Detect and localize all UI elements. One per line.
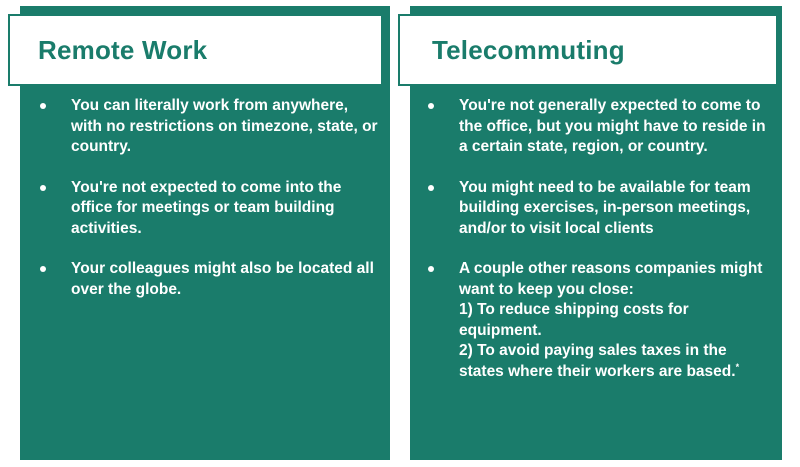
list-item xyxy=(428,259,773,382)
list-item xyxy=(428,96,773,158)
bullet-dot-icon xyxy=(428,185,434,191)
footnote-mark: * xyxy=(735,361,740,372)
telecommuting-title-box xyxy=(398,14,778,86)
bullet-dot-icon xyxy=(428,266,434,272)
bullet-dot-icon xyxy=(428,103,434,109)
list-item xyxy=(40,96,380,158)
bullet-text: You're not expected to come into the office for meetings or team building activities. xyxy=(71,178,342,237)
bullet-dot-icon xyxy=(40,185,46,191)
bullet-text: You're not generally expected to come to the office, but you might have to reside in a certain state, region, or country. xyxy=(459,97,766,155)
list-item xyxy=(428,178,773,240)
bullet-text-content: A couple other reasons companies might want to keep you close: 1) To reduce shipping costs for equipment. 2) To avoid paying sales taxes in the states where their workers are based. xyxy=(459,260,763,380)
bullet-text: You might need to be available for team building exercises, in-person meetings, and/or to visit local clients xyxy=(459,178,751,237)
telecommuting-title: Telecommuting xyxy=(432,34,625,65)
list-item xyxy=(40,178,380,240)
bullet-text xyxy=(459,259,762,382)
bullet-text: You can literally work from anywhere, with no restrictions on timezone, state, or country. xyxy=(71,97,378,155)
remote-work-bullet-list xyxy=(40,96,380,320)
remote-work-title: Remote Work xyxy=(38,34,208,65)
bullet-text: Your colleagues might also be located all over the globe. xyxy=(71,260,374,298)
telecommuting-bullet-list xyxy=(428,96,773,402)
list-item xyxy=(40,259,380,300)
bullet-dot-icon xyxy=(40,103,46,109)
remote-work-title-box xyxy=(8,14,383,86)
bullet-dot-icon xyxy=(40,266,46,272)
